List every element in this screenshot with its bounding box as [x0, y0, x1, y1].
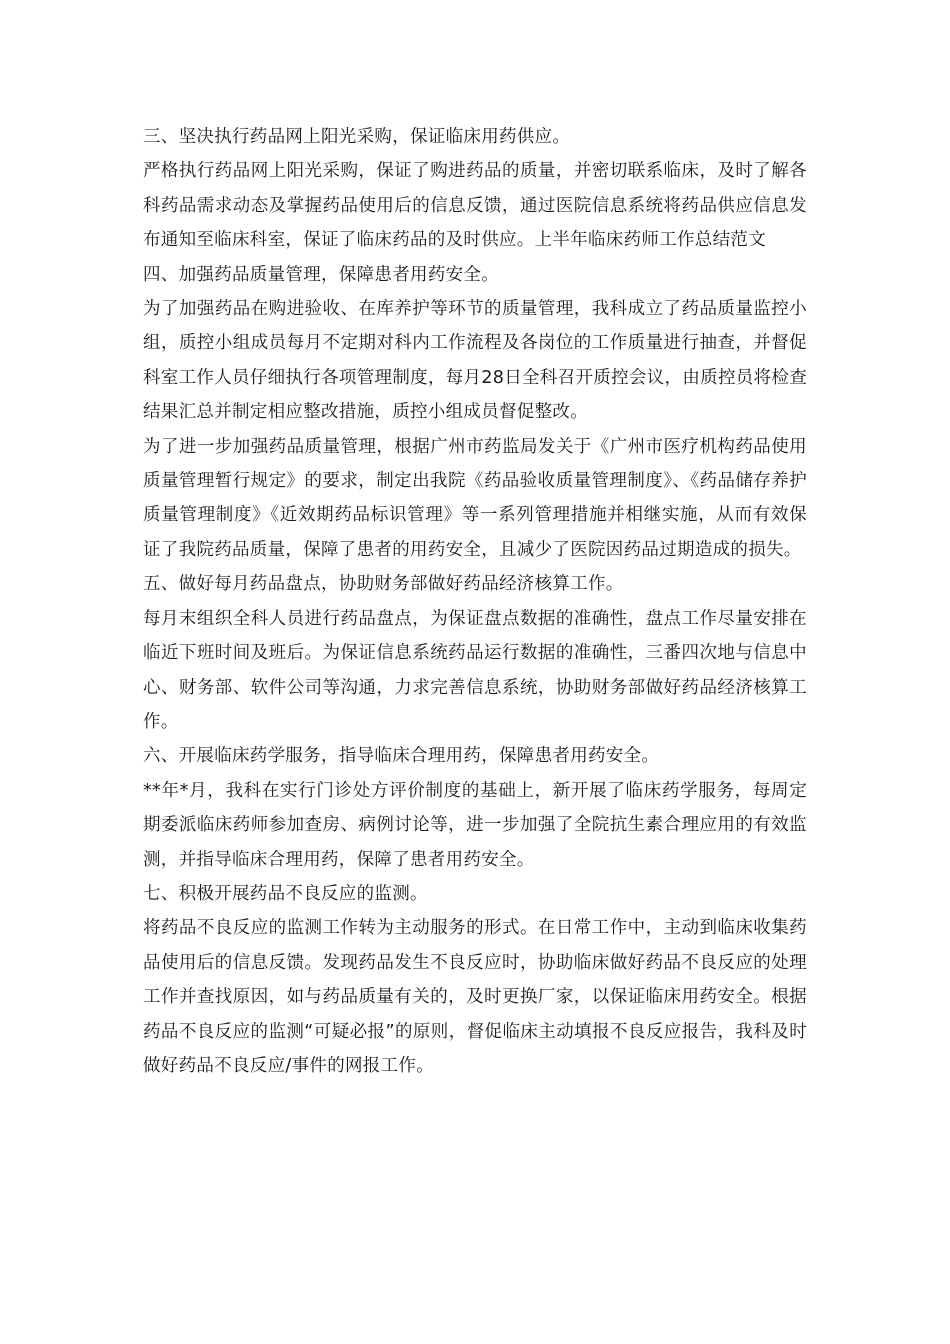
section-body-4a: 为了加强药品在购进验收、在库养护等环节的质量管理，我科成立了药品质量监控小组，质控小组成员每月不定期对科内工作流程及各岗位的工作质量进行抽查，并督促科室工作人员仔细执行各项管理制度，每月28日全科召开质控会议，由质控员将检查结果汇总并制定相应整改措施，质控小组成员督促整改。	[143, 299, 807, 423]
section-body-4b: 为了进一步加强药品质量管理，根据广州市药监局发关于《广州市医疗机构药品使用质量管理暂行规定》的要求，制定出我院《药品验收质量管理制度》、《药品储存养护质量管理制度》《近效期药品标识管理》等一系列管理措施并相继实施，从而有效保证了我院药品质量，保障了患者的用药安全，且减少了医院因药品过期造成的损失。	[143, 436, 807, 560]
section-body-3: 严格执行药品网上阳光采购，保证了购进药品的质量，并密切联系临床，及时了解各科药品需求动态及掌握药品使用后的信息反馈，通过医院信息系统将药品供应信息发布通知至临床科室，保证了临床药品的及时供应。上半年临床药师工作总结范文	[143, 161, 807, 251]
section-heading-5: 五、做好每月药品盘点，协助财务部做好药品经济核算工作。	[143, 574, 624, 595]
section-heading-3: 三、坚决执行药品网上阳光采购，保证临床用药供应。	[143, 127, 571, 147]
section-body-5: 每月末组织全科人员进行药品盘点，为保证盘点数据的准确性，盘点工作尽量安排在临近下班时间及班后。为保证信息系统药品运行数据的准确性，三番四次地与信息中心、财务部、软件公司等沟通，力求完善信息系统，协助财务部做好药品经济核算工作。	[143, 608, 807, 732]
section-body-7: 将药品不良反应的监测工作转为主动服务的形式。在日常工作中，主动到临床收集药品使用后的信息反馈。发现药品发生不良反应时，协助临床做好药品不良反应的处理工作并查找原因，如与药品质量有关的，及时更换厂家，以保证临床用药安全。根据药品不良反应的监测“可疑必报”的原则，督促临床主动填报不良反应报告，我科及时做好药品不良反应/事件的网报工作。	[143, 918, 807, 1076]
section-heading-6: 六、开展临床药学服务，指导临床合理用药，保障患者用药安全。	[143, 746, 660, 767]
section-heading-7: 七、积极开展药品不良反应的监测。	[143, 883, 428, 904]
section-body-6: **年*月，我科在实行门诊处方评价制度的基础上，新开展了临床药学服务，每周定期委派临床药师参加查房、病例讨论等，进一步加强了全院抗生素合理应用的有效监测，并指导临床合理用药，保障了患者用药安全。	[143, 780, 807, 870]
document-page	[143, 120, 807, 1083]
section-heading-4: 四、加强药品质量管理，保障患者用药安全。	[143, 264, 499, 285]
